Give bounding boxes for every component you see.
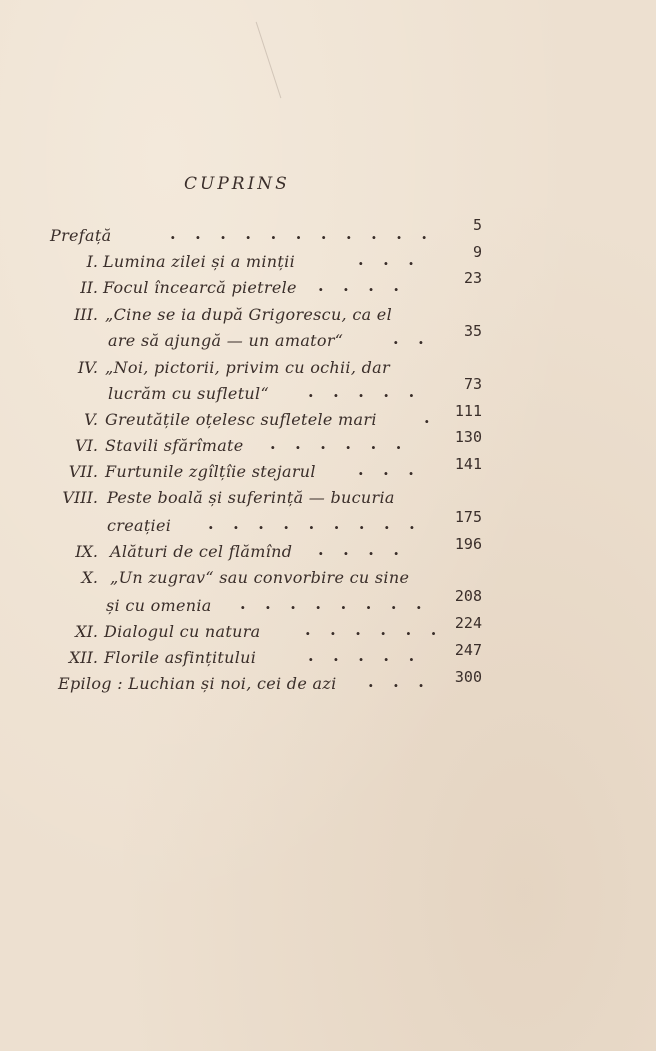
page-number: 175 [454,508,482,526]
chapter-number: I. [86,252,98,271]
dot-leader: . . . . . . . . . . . [170,224,434,243]
dot-leader: . . . . . . [305,620,444,639]
chapter-number: VII. [68,462,98,481]
chapter-title-line: are să ajungă — un amator“ [108,331,344,350]
chapter-title-line: Epilog : Luchian și noi, cei de azi [58,674,337,693]
chapter-title-line: Furtunile zgîlțîie stejarul [105,462,316,481]
chapter-number: VI. [75,436,98,455]
page-number: 5 [472,216,482,234]
chapter-number: V. [84,410,98,429]
page-number: 247 [454,641,482,659]
dot-leader: . . . . . . [270,434,409,453]
chapter-title-line: Prefață [50,226,112,245]
page-number: 300 [454,668,482,686]
dot-leader: . . . . . [308,646,422,665]
page-number: 23 [463,269,482,287]
page-number: 224 [454,614,482,632]
page-number: 130 [454,428,482,446]
dot-leader: . . . . [318,276,406,295]
chapter-title-line: Peste boală și suferință — bucuria [107,488,395,507]
dot-leader: . . [393,329,431,348]
dot-leader: . . . [368,672,431,691]
dot-leader: . . . . . . . . . [208,514,422,533]
page-number: 111 [454,402,482,420]
chapter-title-line: creației [107,516,172,535]
chapter-title-line: Focul încearcă pietrele [103,278,297,297]
chapter-title-line: „Un zugrav“ sau convorbire cu sine [110,568,410,587]
page-title: CUPRINS [184,174,290,194]
chapter-title-line: lucrăm cu sufletul“ [108,384,269,403]
chapter-number: IX. [75,542,98,561]
chapter-title-line: și cu omenia [106,596,212,615]
chapter-title-line: Florile asfințitului [104,648,257,667]
chapter-title-line: Greutățile oțelesc sufletele mari [105,410,377,429]
chapter-title-line: „Noi, pictorii, privim cu ochii, dar [105,358,390,377]
page-number: 35 [463,322,482,340]
chapter-title-line: „Cine se ia după Grigorescu, ca el [105,305,392,324]
chapter-title-line: Lumina zilei și a minții [103,252,295,271]
chapter-number: X. [81,568,98,587]
chapter-number: VIII. [62,488,98,507]
dot-leader: . . . . . [308,382,422,401]
dot-leader: . . . [358,460,421,479]
chapter-title-line: Alături de cel flămînd [110,542,293,561]
chapter-number: III. [73,305,98,324]
page-number: 141 [454,455,482,473]
dot-leader: . [424,408,437,427]
page-number: 73 [463,375,482,393]
page-number: 208 [454,587,482,605]
chapter-number: XII. [68,648,98,667]
page-number: 9 [472,243,482,261]
page-number: 196 [454,535,482,553]
chapter-number: XI. [75,622,98,641]
chapter-number: IV. [77,358,98,377]
dot-leader: . . . . [318,540,406,559]
dot-leader: . . . [358,250,421,269]
chapter-title-line: Dialogul cu natura [104,622,261,641]
chapter-title-line: Stavili sfărîmate [105,436,244,455]
chapter-number: II. [80,278,98,297]
dot-leader: . . . . . . . . [240,594,429,613]
